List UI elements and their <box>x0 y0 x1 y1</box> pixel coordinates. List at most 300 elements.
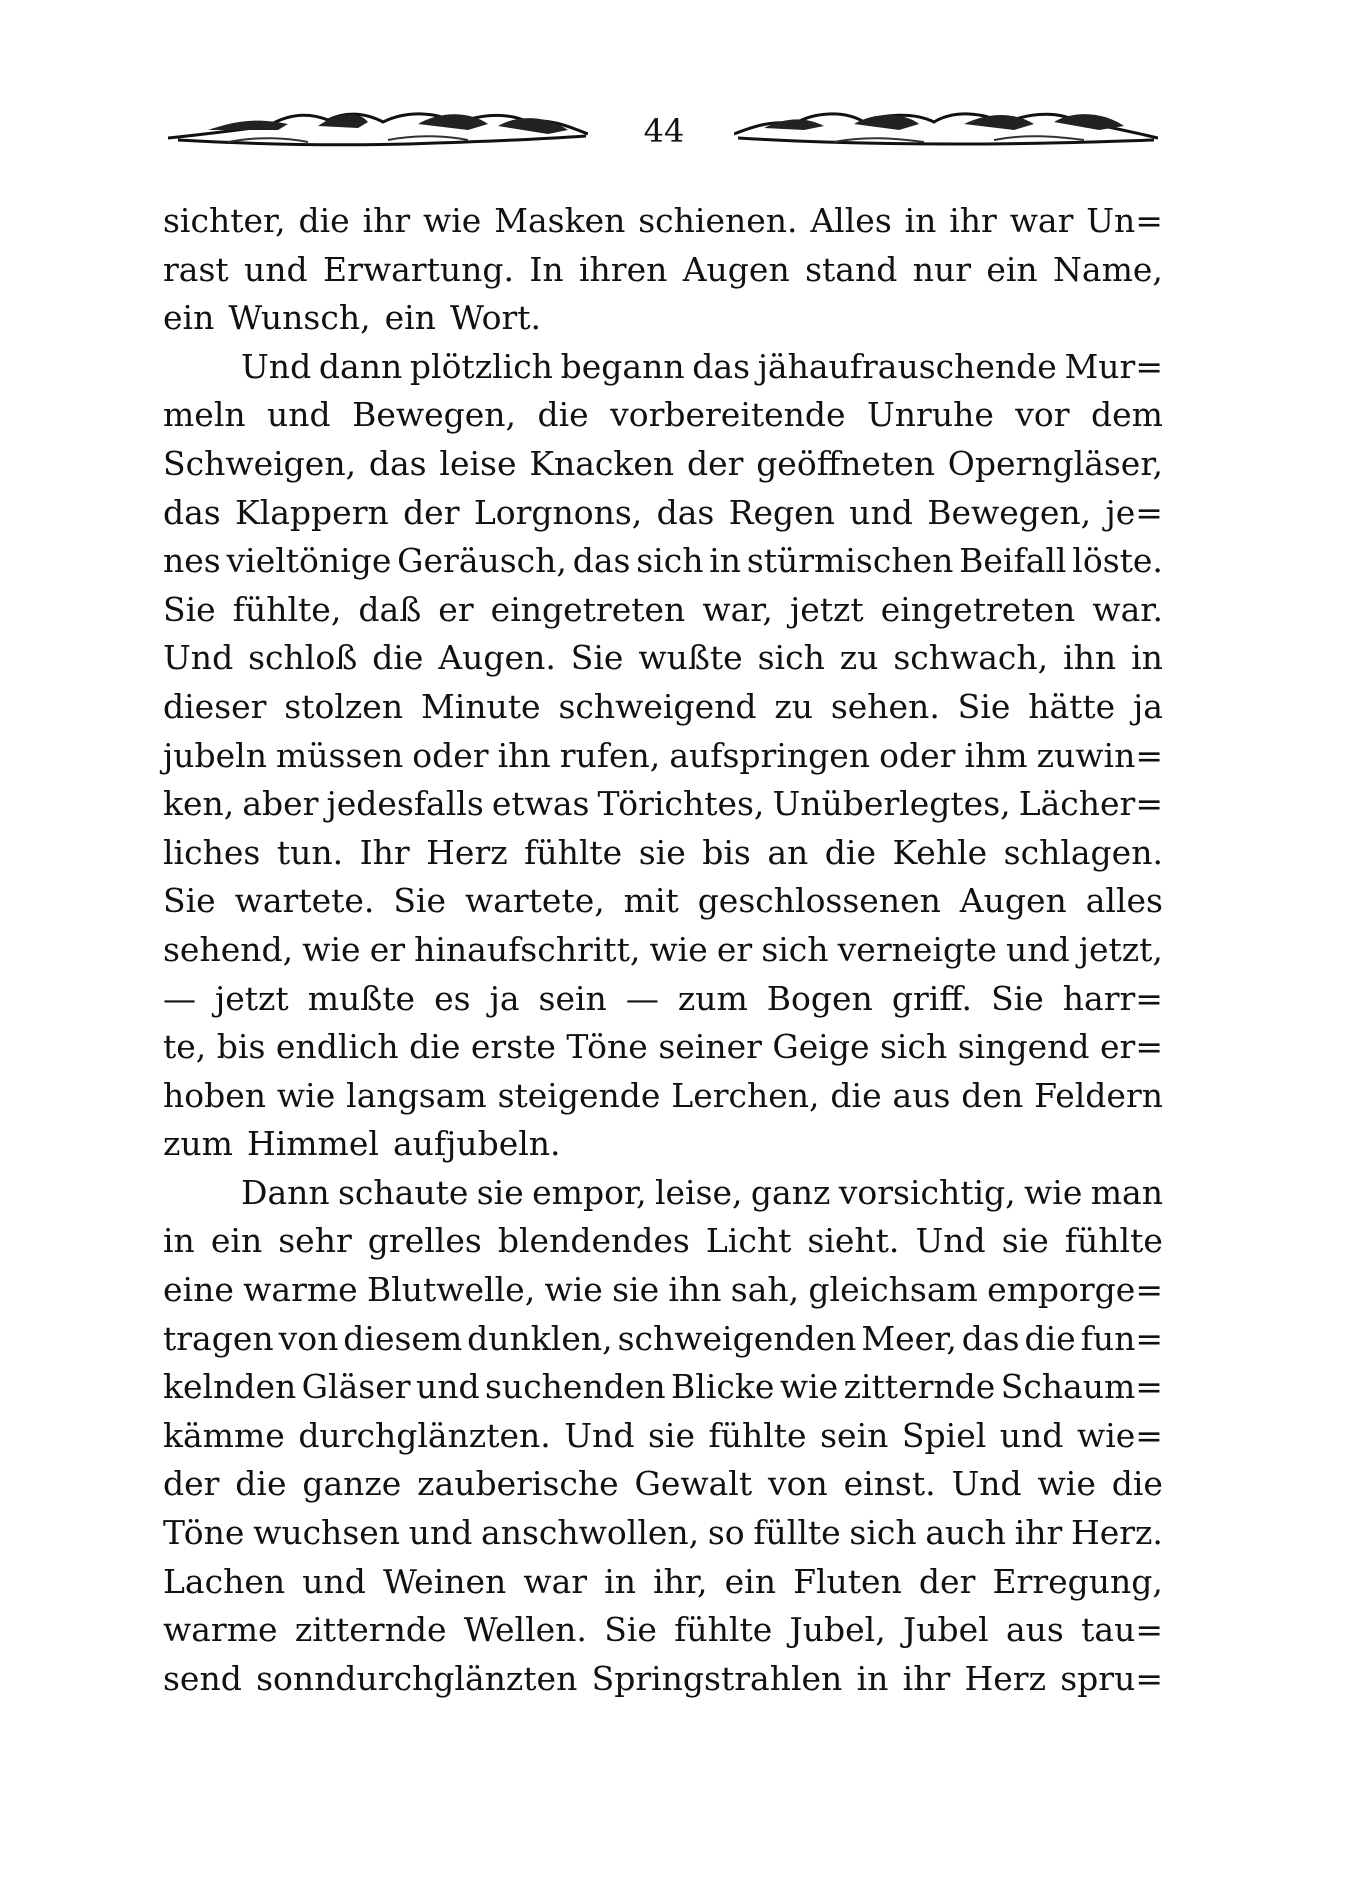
word: er <box>369 929 405 969</box>
word: ken, <box>163 784 235 824</box>
word: Jubel, <box>789 1610 886 1650</box>
word: ihren <box>578 249 668 289</box>
word: sie <box>638 832 686 872</box>
word: etwas <box>491 784 590 824</box>
word: Erregung, <box>992 1561 1163 1601</box>
word: vorsichtig, <box>838 1172 1016 1212</box>
word: er <box>438 589 474 629</box>
word: — <box>625 978 659 1018</box>
word: und <box>408 1513 473 1553</box>
word: Sie <box>604 1610 657 1650</box>
word: dunklen, <box>467 1318 613 1358</box>
word: in <box>709 541 742 581</box>
word: sehend, <box>163 929 294 969</box>
word: Weinen <box>382 1561 507 1601</box>
word: zuwin= <box>1036 735 1163 775</box>
word: sehen. <box>830 686 940 726</box>
word: die <box>537 395 589 435</box>
word: griff. <box>891 978 973 1018</box>
word: wartete, <box>464 881 605 921</box>
word: wußte <box>638 638 743 678</box>
word: plötzlich <box>409 346 553 386</box>
word: aufspringen <box>669 735 871 775</box>
word: Blicke <box>671 1367 775 1407</box>
text-line <box>163 1558 1163 1607</box>
word: stolzen <box>284 686 404 726</box>
word: ihn <box>1063 638 1117 678</box>
word: Dann <box>241 1172 330 1212</box>
word: ein <box>163 298 215 338</box>
word: Fluten <box>793 1561 902 1601</box>
word: tragen <box>163 1318 274 1358</box>
word: Herz <box>426 832 508 872</box>
word: der <box>403 492 460 532</box>
word: müssen <box>276 735 404 775</box>
word: singend <box>957 1027 1090 1067</box>
word: Mur= <box>1064 346 1163 386</box>
word: steigende <box>497 1075 661 1115</box>
text-line <box>163 829 1163 878</box>
word: — <box>163 978 196 1018</box>
word: warme <box>243 1270 358 1310</box>
word: te, <box>163 1027 207 1067</box>
word: wie <box>649 929 708 969</box>
word: ein <box>210 1221 263 1261</box>
word: Herz <box>964 1658 1046 1698</box>
text-line <box>163 489 1163 538</box>
word: auch <box>925 1513 1006 1553</box>
word: schweigenden <box>617 1318 857 1358</box>
word: zu <box>839 638 879 678</box>
word: an <box>767 832 809 872</box>
word: nur <box>912 249 971 289</box>
word: aufjubeln. <box>392 1124 561 1164</box>
word: bis <box>702 832 751 872</box>
word: füllte <box>753 1513 841 1553</box>
word: fühlte <box>1064 1221 1163 1261</box>
text-line <box>163 246 1163 295</box>
word: kelnden <box>163 1367 297 1407</box>
word: Bewegen, <box>352 395 517 435</box>
word: dem <box>1090 395 1163 435</box>
word: und <box>415 1367 480 1407</box>
word: eine <box>163 1270 234 1310</box>
word: Lächer= <box>1018 784 1163 824</box>
word: bis <box>216 1027 266 1067</box>
word: emporge= <box>987 1270 1163 1310</box>
word: fühlte <box>708 1415 807 1455</box>
text-line <box>163 1169 1163 1218</box>
word: und <box>1005 929 1070 969</box>
word: den <box>961 1075 1024 1115</box>
text-line <box>163 732 1163 781</box>
word: rast <box>163 249 229 289</box>
word: er <box>716 929 753 969</box>
word: man <box>1090 1172 1163 1212</box>
word: diesem <box>343 1318 463 1358</box>
word: einst. <box>843 1464 936 1504</box>
text-line <box>163 634 1163 683</box>
word: ihr <box>949 201 997 240</box>
word: seiner <box>658 1027 762 1067</box>
word: sich <box>880 1027 948 1067</box>
word: die <box>1111 1464 1163 1504</box>
word: vieltönige <box>226 541 392 581</box>
word: Wunsch, <box>228 298 371 338</box>
word: zauberische <box>417 1464 619 1504</box>
word: sein <box>820 1415 889 1455</box>
word: Geräusch, <box>397 541 567 581</box>
word: wie <box>1037 1464 1096 1504</box>
word: das <box>961 1318 1020 1358</box>
word: schweigend <box>558 686 757 726</box>
text-line <box>163 975 1163 1024</box>
text-line <box>163 1120 1163 1169</box>
word: Augen <box>682 249 790 289</box>
word: Kehle <box>892 832 988 872</box>
text-line <box>163 1315 1163 1364</box>
word: Wort. <box>449 298 542 338</box>
word: Himmel <box>246 1124 379 1164</box>
word: send <box>163 1658 242 1698</box>
word: endlich <box>275 1027 399 1067</box>
text-line <box>163 1217 1163 1266</box>
word: schloß <box>248 638 358 678</box>
word: war <box>523 1561 588 1601</box>
word: schlagen. <box>1003 832 1163 872</box>
word: rufen, <box>559 735 661 775</box>
word: in <box>1131 638 1163 678</box>
word: grelles <box>367 1221 482 1261</box>
word: Spiel <box>901 1415 987 1455</box>
word: Törichtes, <box>597 784 765 824</box>
word: fühlte <box>524 832 623 872</box>
text-line <box>163 1266 1163 1315</box>
word: jubeln <box>163 735 267 775</box>
word: Erwartung. <box>323 249 514 289</box>
word: hoben <box>163 1075 267 1115</box>
word: Augen. <box>438 638 556 678</box>
word: Und <box>915 1221 986 1261</box>
word: Beifall <box>959 541 1067 581</box>
word: in <box>163 1221 195 1261</box>
word: in <box>856 1658 889 1698</box>
word: fühlte <box>674 1610 773 1650</box>
word: jetzt <box>789 589 864 629</box>
word: wie <box>302 929 361 969</box>
word: der <box>918 1561 976 1601</box>
word: eingetreten <box>490 589 686 629</box>
word: Gewalt <box>634 1464 753 1504</box>
word: Töne <box>163 1513 245 1553</box>
word: wie= <box>1076 1415 1163 1455</box>
word: Geige <box>772 1027 870 1067</box>
word: sie <box>612 1270 660 1310</box>
word: Und <box>951 1464 1022 1504</box>
word: Feldern <box>1034 1075 1163 1115</box>
word: die <box>235 1464 287 1504</box>
word: und <box>267 395 331 435</box>
word: die <box>409 1027 461 1067</box>
text-line <box>163 683 1163 732</box>
word: hätte <box>1028 686 1116 726</box>
word: warme <box>163 1610 278 1650</box>
word: dann <box>318 346 403 386</box>
word: das <box>572 541 631 581</box>
word: Springstrahlen <box>591 1658 843 1698</box>
word: sehr <box>278 1221 352 1261</box>
word: Meer, <box>861 1318 957 1358</box>
word: Gläser <box>301 1367 411 1407</box>
word: die <box>1024 1318 1076 1358</box>
word: Sie <box>163 881 216 921</box>
word: wuchsen <box>253 1513 401 1553</box>
word: jetzt, <box>1078 929 1163 969</box>
word: Sie <box>991 978 1044 1018</box>
word: aus <box>1006 1610 1064 1650</box>
word: sah, <box>730 1270 800 1310</box>
word: das <box>692 346 751 386</box>
word: verneigte <box>837 929 997 969</box>
text-line <box>163 780 1163 829</box>
word: in <box>904 201 937 240</box>
word: es <box>434 978 471 1018</box>
word: so <box>707 1513 745 1553</box>
word: alles <box>1085 881 1163 921</box>
word: suchenden <box>485 1367 666 1407</box>
word: mußte <box>307 978 416 1018</box>
word: Und <box>241 346 312 386</box>
word: sein <box>538 978 607 1018</box>
word: in <box>604 1561 636 1601</box>
word: kämme <box>163 1415 285 1455</box>
text-line <box>163 877 1163 926</box>
word: Töne <box>566 1027 648 1067</box>
word: Jubel <box>903 1610 989 1650</box>
word: anschwollen, <box>481 1513 700 1553</box>
word: Licht <box>705 1221 792 1261</box>
text-line <box>163 926 1163 975</box>
word: Masken <box>494 201 626 240</box>
word: von <box>767 1464 828 1504</box>
word: war, <box>702 589 773 629</box>
word: ihr, <box>653 1561 708 1601</box>
word: Bogen <box>766 978 873 1018</box>
word: wie <box>276 1075 336 1115</box>
left-ornament-icon <box>168 100 588 160</box>
text-line <box>163 1606 1163 1655</box>
word: ihn <box>668 1270 722 1310</box>
text-line <box>163 1509 1163 1558</box>
word: meln <box>163 395 246 435</box>
text-line <box>163 440 1163 489</box>
word: jetzt <box>215 978 289 1018</box>
word: geöffneten <box>756 443 935 483</box>
word: harr= <box>1062 978 1163 1018</box>
word: liches <box>163 832 261 872</box>
word: Schweigen, <box>163 443 357 483</box>
word: aus <box>892 1075 951 1115</box>
word: schwach, <box>893 638 1049 678</box>
word: Wellen. <box>463 1610 587 1650</box>
word: ein <box>724 1561 776 1601</box>
word: Unüberlegtes, <box>772 784 1011 824</box>
word: aber <box>242 784 319 824</box>
word: zum <box>163 1124 233 1164</box>
text-line <box>163 586 1163 635</box>
word: schaute <box>338 1172 469 1212</box>
word: sich <box>761 929 829 969</box>
word: ihn <box>497 735 551 775</box>
page-number: 44 <box>643 112 685 150</box>
word: Ihr <box>359 832 410 872</box>
word: wie <box>423 201 482 240</box>
word: hinaufschritt, <box>414 929 641 969</box>
word: zu <box>774 686 813 726</box>
word: sie <box>476 1172 524 1212</box>
body-text <box>163 197 1163 1703</box>
word: begann <box>560 346 685 386</box>
text-line <box>163 343 1163 392</box>
word: tun. <box>276 832 344 872</box>
word: die <box>298 201 350 240</box>
word: der <box>163 1464 220 1504</box>
text-line <box>163 1655 1163 1704</box>
word: fun= <box>1080 1318 1163 1358</box>
word: wie <box>1024 1172 1083 1212</box>
text-line <box>163 294 1163 343</box>
word: Und <box>564 1415 635 1455</box>
text-line <box>163 1023 1163 1072</box>
word: das <box>656 492 715 532</box>
word: Blutwelle, <box>366 1270 536 1310</box>
text-line <box>163 537 1163 586</box>
word: Un= <box>1086 201 1163 240</box>
word: sichter, <box>163 201 286 240</box>
word: zum <box>677 978 748 1018</box>
text-line <box>163 197 1163 246</box>
word: Lachen <box>163 1561 286 1601</box>
text-line <box>163 391 1163 440</box>
word: ein <box>986 249 1038 289</box>
word: Operngläser, <box>947 443 1163 483</box>
word: ja <box>489 978 520 1018</box>
word: erste <box>470 1027 556 1067</box>
word: sich <box>757 638 825 678</box>
word: war <box>1009 201 1074 240</box>
word: er= <box>1100 1027 1163 1067</box>
word: vor <box>1015 395 1070 435</box>
word: Lorgnons, <box>473 492 643 532</box>
word: Herz. <box>1070 1513 1163 1553</box>
word: oder <box>879 735 956 775</box>
word: die <box>830 1075 882 1115</box>
word: Unruhe <box>866 395 994 435</box>
word: tau= <box>1081 1610 1163 1650</box>
word: ihm <box>964 735 1028 775</box>
word: Sie <box>393 881 447 921</box>
word: von <box>278 1318 339 1358</box>
text-line <box>163 1072 1163 1121</box>
word: löste. <box>1072 541 1163 581</box>
word: der <box>686 443 744 483</box>
word: sie <box>1001 1221 1049 1261</box>
word: schienen. <box>638 201 798 240</box>
word: ihr <box>362 201 411 240</box>
word: eingetreten <box>880 589 1076 629</box>
word: stand <box>805 249 898 289</box>
word: oder <box>412 735 489 775</box>
word: nes <box>163 541 221 581</box>
word: durchglänzten. <box>298 1415 551 1455</box>
word: geschlossenen <box>697 881 941 921</box>
word: sonndurchglänzten <box>256 1658 578 1698</box>
word: je= <box>1105 492 1163 532</box>
word: ihr <box>902 1658 951 1698</box>
word: Sie <box>570 638 624 678</box>
word: leise, <box>654 1172 743 1212</box>
word: dieser <box>163 686 267 726</box>
word: sich <box>636 541 704 581</box>
word: blendendes <box>497 1221 690 1261</box>
word: mit <box>623 881 679 921</box>
word: Regen <box>728 492 835 532</box>
text-line <box>163 1460 1163 1509</box>
word: ganze <box>302 1464 402 1504</box>
word: das <box>368 443 427 483</box>
word: jähaufrauschende <box>757 346 1057 386</box>
word: leise <box>439 443 517 483</box>
word: wartete. <box>234 881 375 921</box>
word: wie <box>544 1270 603 1310</box>
word: Name, <box>1053 249 1163 289</box>
word: Knacken <box>529 443 675 483</box>
word: ganz <box>750 1172 831 1212</box>
word: Lerchen, <box>671 1075 820 1115</box>
word: Minute <box>420 686 541 726</box>
word: Augen <box>959 881 1067 921</box>
word: Bewegen, <box>927 492 1092 532</box>
word: und <box>302 1561 366 1601</box>
word: sie <box>647 1415 695 1455</box>
word: ja <box>1133 686 1163 726</box>
word: wie <box>779 1367 839 1407</box>
word: ein <box>384 298 436 338</box>
word: und <box>999 1415 1064 1455</box>
word: gleichsam <box>808 1270 978 1310</box>
word: zitternde <box>294 1610 447 1650</box>
word: empor, <box>532 1172 647 1212</box>
word: Und <box>163 638 234 678</box>
word: und <box>849 492 913 532</box>
word: Klappern <box>235 492 389 532</box>
word: vorbereitende <box>610 395 846 435</box>
text-line <box>163 1412 1163 1461</box>
word: langsam <box>346 1075 487 1115</box>
word: fühlte, <box>232 589 342 629</box>
text-line <box>163 1363 1163 1412</box>
word: jedesfalls <box>326 784 484 824</box>
word: und <box>244 249 308 289</box>
word: stürmischen <box>746 541 954 581</box>
word: die <box>372 638 424 678</box>
word: sich <box>849 1513 917 1553</box>
word: die <box>824 832 877 872</box>
page-header <box>168 100 1158 160</box>
word: Sie <box>957 686 1011 726</box>
word: daß <box>358 589 422 629</box>
word: war. <box>1092 589 1163 629</box>
